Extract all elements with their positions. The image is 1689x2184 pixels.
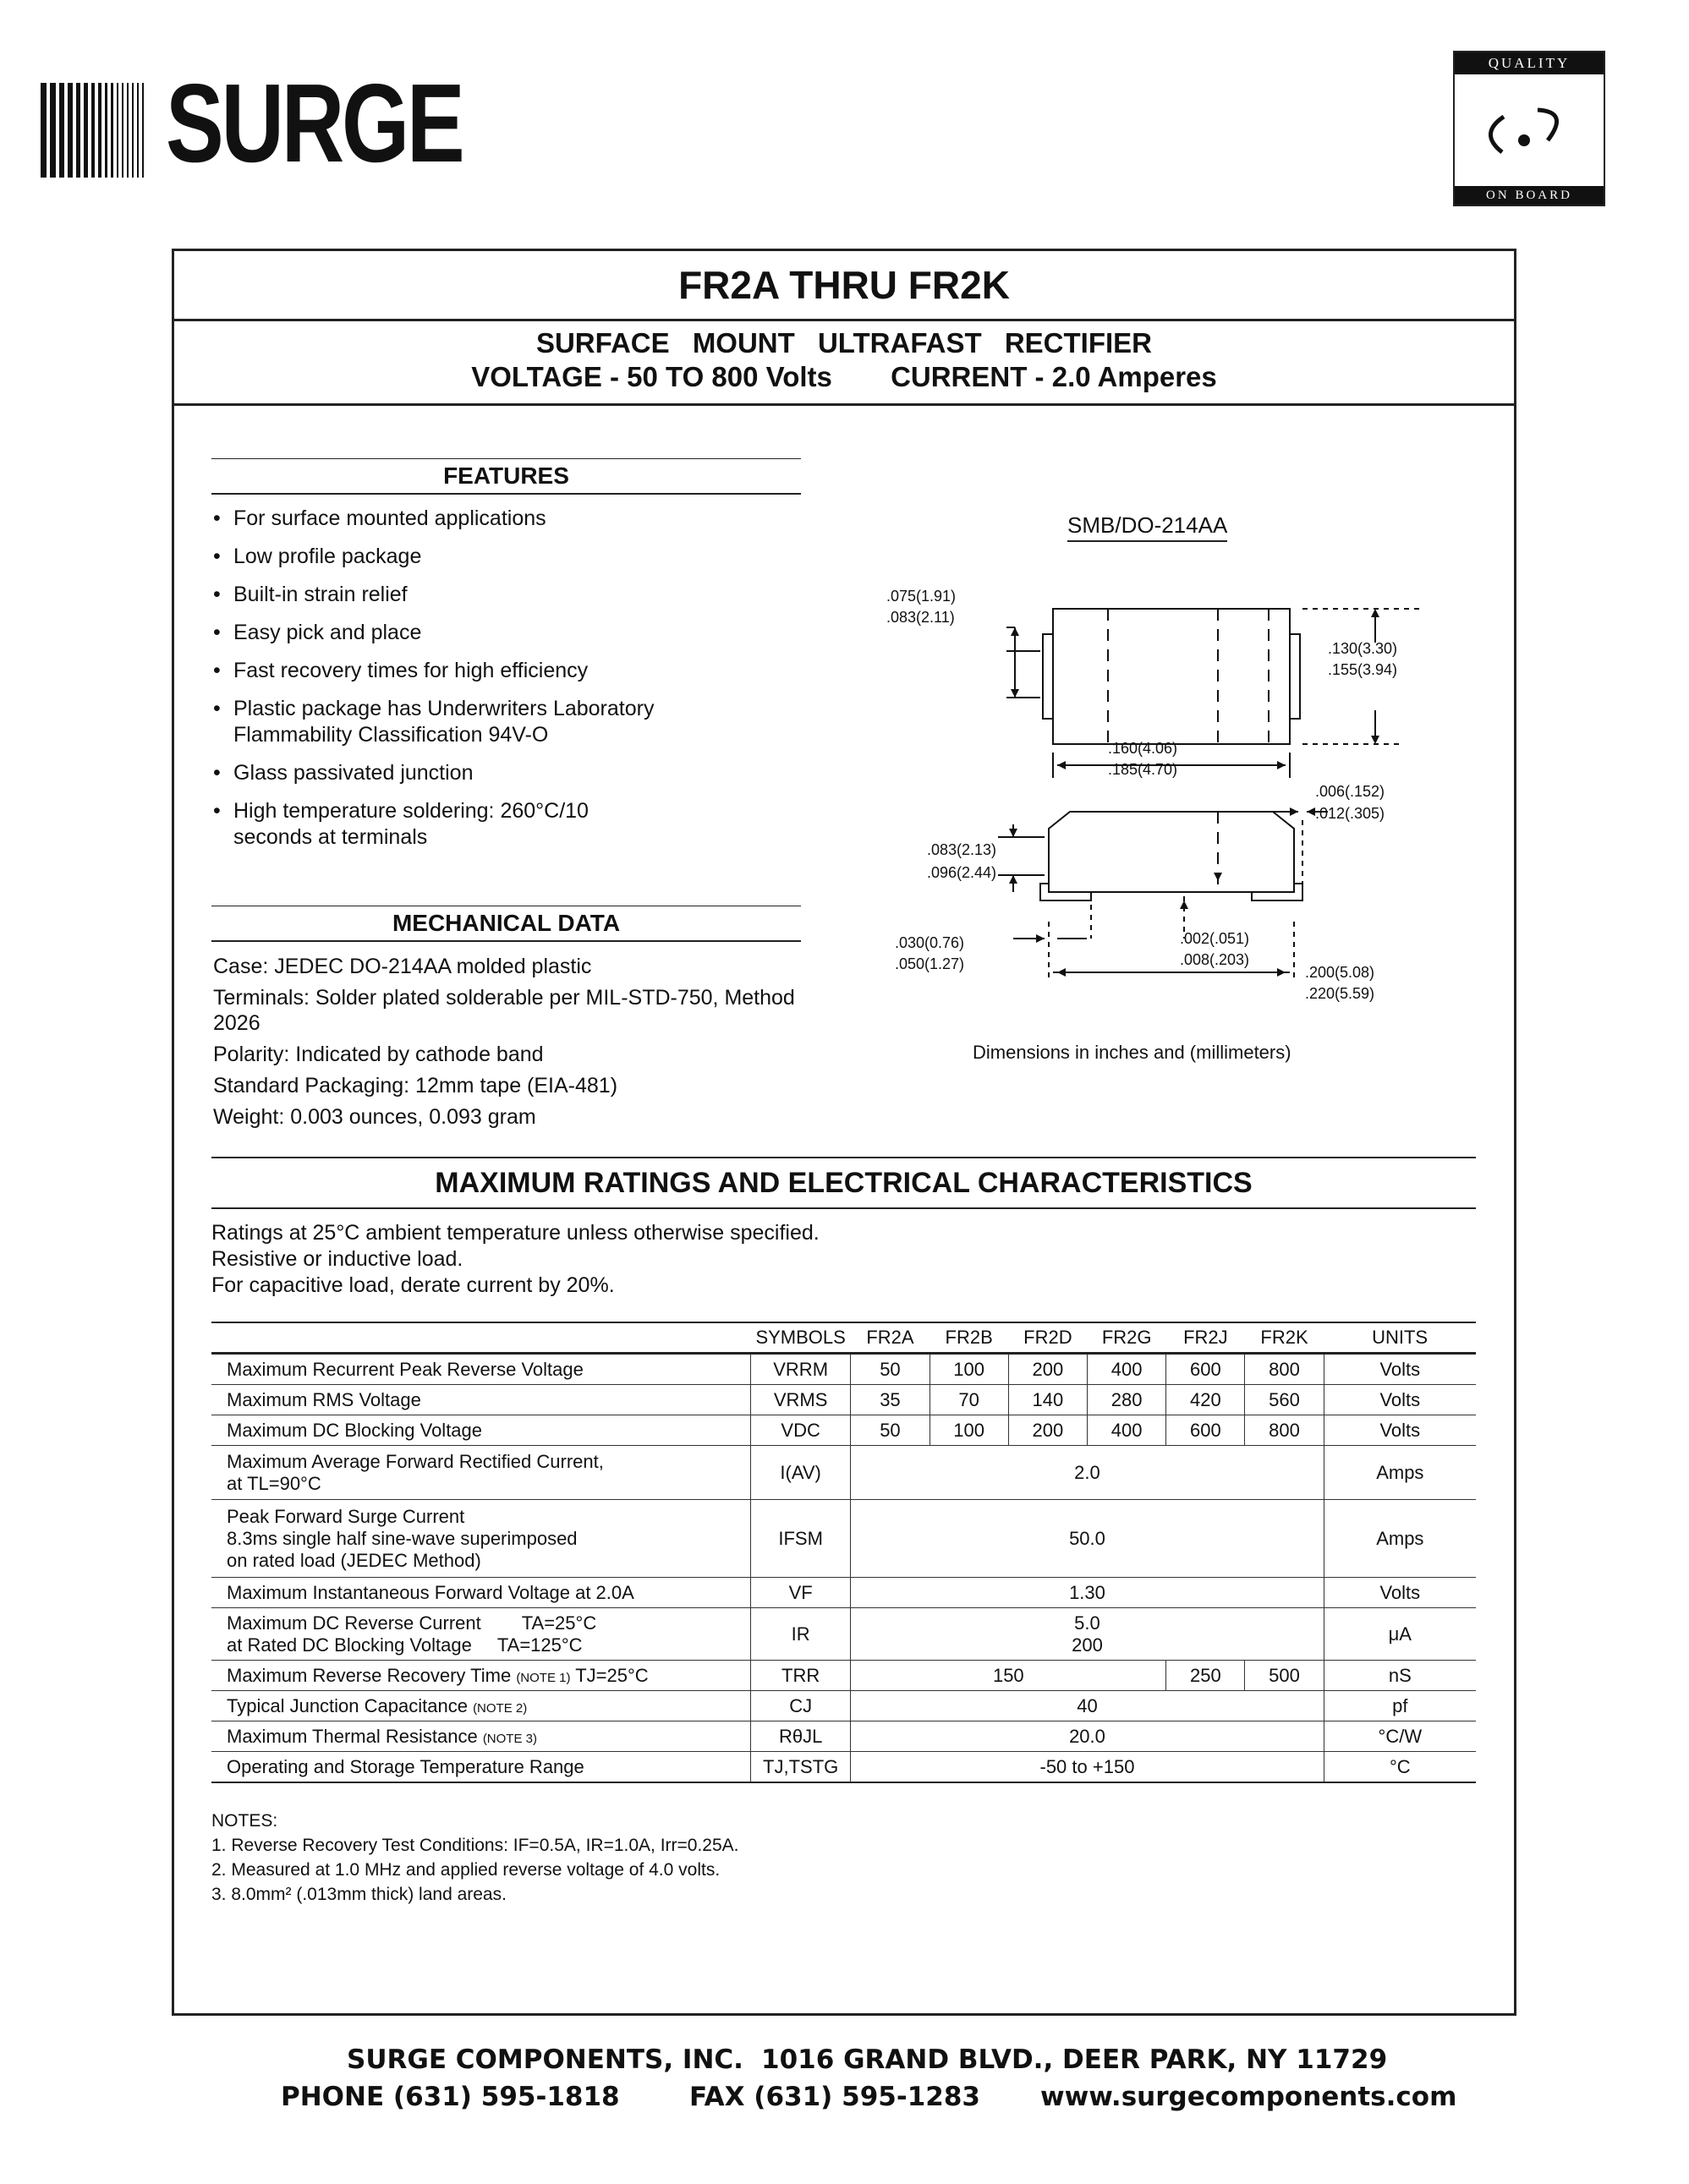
footer-phone: PHONE (631) 595-1818 [281,2082,620,2112]
row-value: 50.0 [851,1500,1324,1578]
ratings-table [211,1322,1476,1783]
table-header-cell: FR2D [1008,1322,1087,1354]
row-note-ref: (NOTE 3) [482,1731,537,1746]
row-unit: nS [1324,1661,1476,1691]
feature-item: • Built-in strain relief [213,582,822,608]
dimension-label: .002(.051) [1180,930,1250,947]
feature-item: • Glass passivated junction [213,760,822,786]
row-unit: Amps [1324,1446,1476,1500]
device-type: SURFACE MOUNT ULTRAFAST RECTIFIER [535,327,1153,359]
dimension-label: .075(1.91) [886,588,957,605]
row-value: -50 to +150 [851,1752,1324,1783]
row-value: 600 [1166,1415,1245,1446]
row-value: 150 [851,1661,1166,1691]
mechanical-item: Standard Packaging: 12mm tape (EIA-481) [213,1074,618,1097]
row-param-text: Maximum Reverse Recovery Time [227,1664,512,1686]
features-list [213,506,822,862]
footer-fax: FAX (631) 595-1283 [689,2082,980,2112]
table-header-row [211,1322,1476,1354]
dimension-label: .006(.152) [1315,783,1385,800]
row-value: 70 [929,1385,1008,1415]
table-row [211,1578,1476,1608]
dimension-label: .083(2.11) [886,609,955,626]
row-symbol: VDC [750,1415,850,1446]
row-symbol: TJ,TSTG [750,1752,850,1783]
row-param-line: Peak Forward Surge Current [227,1505,465,1527]
row-value: 100 [929,1354,1008,1385]
footer-address: 1016 GRAND BLVD., DEER PARK, NY 11729 [761,2044,1388,2075]
row-value: 250 [1166,1661,1245,1691]
feature-item: • For surface mounted applications [213,506,822,532]
condition-line: Resistive or inductive load. [211,1247,463,1271]
row-value: 200 [1008,1415,1087,1446]
row-unit: Volts [1324,1578,1476,1608]
row-value: 2.0 [851,1446,1324,1500]
badge-bottom-text: ON BOARD [1455,186,1604,205]
row-param-line: Maximum Average Forward Rectified Current, [227,1450,604,1472]
row-param-text: Maximum Thermal Resistance [227,1725,478,1747]
table-row [211,1752,1476,1783]
quality-emblem-icon [1470,83,1588,176]
dimension-label: .160(4.06) [1108,740,1178,757]
note-item: 3. 8.0mm² (.013mm thick) land areas. [211,1885,507,1904]
note-item: 1. Reverse Recovery Test Conditions: IF=0.5A, IR=1.0A, Irr=0.25A. [211,1836,739,1855]
feature-item: • Fast recovery times for high efficiency [213,658,822,684]
row-param: Maximum DC Blocking Voltage [211,1415,750,1446]
row-value-line: 5.0 [1074,1612,1100,1634]
table-row [211,1608,1476,1661]
logo-barcode-icon [41,83,163,178]
table-row [211,1500,1476,1578]
row-symbol: VRRM [750,1354,850,1385]
row-param-line [227,1634,745,1656]
feature-item: • Low profile package [213,544,822,570]
row-value: 600 [1166,1354,1245,1385]
mechanical-item: Weight: 0.003 ounces, 0.093 gram [213,1105,536,1129]
condition-line: For capacitive load, derate current by 20%. [211,1273,615,1297]
footer-company: SURGE COMPONENTS, INC. [347,2044,743,2075]
table-header-cell: FR2J [1166,1322,1245,1354]
note-item: 2. Measured at 1.0 MHz and applied reverse voltage of 4.0 volts. [211,1860,721,1880]
dimension-label: .096(2.44) [927,864,997,881]
current-rating: CURRENT - 2.0 Amperes [891,361,1217,392]
row-value: 280 [1088,1385,1166,1415]
table-row [211,1691,1476,1721]
table-header-cell: FR2G [1088,1322,1166,1354]
table-row [211,1721,1476,1752]
surge-logo: SURGE [41,73,421,187]
row-value: 50 [851,1354,929,1385]
table-row [211,1415,1476,1446]
feature-item: • High temperature soldering: 260°C/10 seconds at terminals [213,798,589,851]
ratings-conditions [211,1220,820,1299]
notes-block [211,1809,739,1907]
row-unit: °C/W [1324,1721,1476,1752]
table-header-cell: FR2K [1245,1322,1324,1354]
row-param [211,1500,750,1578]
table-row [211,1354,1476,1385]
dimension-label: .155(3.94) [1328,661,1398,678]
table-row [211,1661,1476,1691]
row-unit: Volts [1324,1354,1476,1385]
row-param [211,1691,750,1721]
row-param [211,1661,750,1691]
dimension-label: .008(.203) [1180,951,1250,968]
voltage-current-line [174,361,1514,393]
row-condition: TA=125°C [496,1634,583,1656]
dimension-label: .185(4.70) [1108,761,1178,778]
row-value: 35 [851,1385,929,1415]
dimension-label: .220(5.59) [1305,985,1375,1002]
table-header-param [211,1322,750,1354]
dimension-label: .083(2.13) [927,841,997,858]
features-heading: FEATURES [211,458,801,495]
footer-website[interactable]: www.surgecomponents.com [1040,2082,1457,2112]
row-symbol: RθJL [750,1721,850,1752]
row-value: 500 [1245,1661,1324,1691]
row-param-line: on rated load (JEDEC Method) [227,1549,481,1571]
row-unit: Volts [1324,1385,1476,1415]
condition-line: Ratings at 25°C ambient temperature unless otherwise specified. [211,1221,820,1245]
row-param-line [227,1612,745,1634]
row-symbol: IFSM [750,1500,850,1578]
row-unit: °C [1324,1752,1476,1783]
row-unit: pf [1324,1691,1476,1721]
row-value: 50 [851,1415,929,1446]
dimension-label: .200(5.08) [1305,964,1375,981]
row-param: Maximum Instantaneous Forward Voltage at 2.0A [211,1578,750,1608]
dimension-label: .012(.305) [1315,805,1385,822]
row-value: 800 [1245,1415,1324,1446]
mechanical-list [213,954,822,1136]
row-param: Maximum Recurrent Peak Reverse Voltage [211,1354,750,1385]
quality-badge [1453,51,1605,206]
row-param-text: Maximum DC Reverse Current [227,1612,481,1634]
subtitle-block [174,319,1514,406]
row-param [211,1721,750,1752]
row-symbol: VRMS [750,1385,850,1415]
row-symbol: VF [750,1578,850,1608]
row-unit: Volts [1324,1415,1476,1446]
table-header-cell: FR2B [929,1322,1008,1354]
row-param [211,1608,750,1661]
mechanical-item: Case: JEDEC DO-214AA molded plastic [213,955,592,978]
row-value: 140 [1008,1385,1087,1415]
row-param [211,1446,750,1500]
mechanical-item: Polarity: Indicated by cathode band [213,1043,544,1066]
row-symbol: IR [750,1608,850,1661]
row-value: 400 [1088,1415,1166,1446]
row-note-ref: (NOTE 2) [473,1700,528,1716]
row-value-line: 200 [1072,1634,1103,1656]
row-param-text: at Rated DC Blocking Voltage [227,1634,472,1656]
mechanical-item: Terminals: Solder plated solderable per MIL-STD-750, Method 2026 [213,986,795,1035]
row-symbol: CJ [750,1691,850,1721]
dimension-label: .130(3.30) [1328,640,1398,657]
notes-heading: NOTES: [211,1811,278,1831]
row-symbol: I(AV) [750,1446,850,1500]
row-value: 20.0 [851,1721,1324,1752]
row-param-line: 8.3ms single half sine-wave superimposed [227,1527,578,1549]
row-value: 100 [929,1415,1008,1446]
row-unit: μA [1324,1608,1476,1661]
table-header-cell: FR2A [851,1322,929,1354]
row-param: Maximum RMS Voltage [211,1385,750,1415]
row-value [851,1608,1324,1661]
feature-item: • Plastic package has Underwriters Laboratory Flammability Classification 94V-O [213,696,775,748]
row-value: 560 [1245,1385,1324,1415]
row-value: 40 [851,1691,1324,1721]
row-symbol: TRR [750,1661,850,1691]
dimension-note: Dimensions in inches and (millimeters) [973,1042,1291,1063]
row-condition: TJ=25°C [575,1664,649,1686]
row-value: 1.30 [851,1578,1324,1608]
voltage-range: VOLTAGE - 50 TO 800 Volts [471,361,832,392]
row-value: 400 [1088,1354,1166,1385]
table-row [211,1446,1476,1500]
row-note-ref: (NOTE 1) [516,1670,571,1685]
package-label: SMB/DO-214AA [1067,512,1227,542]
row-condition: TA=25°C [521,1612,597,1634]
dimension-label: .050(1.27) [895,955,965,972]
part-title: FR2A THRU FR2K [174,251,1514,321]
badge-top-text: QUALITY [1455,52,1604,74]
row-param-text: Typical Junction Capacitance [227,1694,468,1716]
mechanical-heading: MECHANICAL DATA [211,906,801,942]
ratings-heading: MAXIMUM RATINGS AND ELECTRICAL CHARACTERISTICS [211,1157,1476,1209]
feature-item: • Easy pick and place [213,620,822,646]
row-param: Operating and Storage Temperature Range [211,1752,750,1783]
table-row [211,1385,1476,1415]
dimension-label: .030(0.76) [895,934,965,951]
table-header-cell: UNITS [1324,1322,1476,1354]
row-value: 420 [1166,1385,1245,1415]
row-value: 200 [1008,1354,1087,1385]
row-param-line: at TL=90°C [227,1472,321,1494]
table-header-cell: SYMBOLS [750,1322,850,1354]
row-value: 800 [1245,1354,1324,1385]
row-unit: Amps [1324,1500,1476,1578]
